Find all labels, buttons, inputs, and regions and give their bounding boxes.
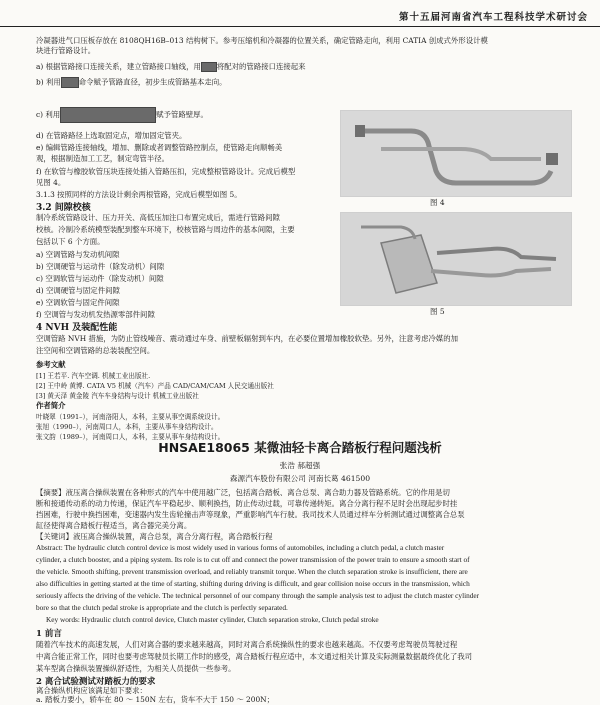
- check-item: f) 空调管与发动机发热源零部件间隙: [36, 310, 155, 319]
- section-heading: 1 前言: [36, 629, 62, 639]
- article-title: HNSAE18065 某微油轻卡离合踏板行程问题浅析: [158, 440, 442, 455]
- body-line: 3.1.3 按照同样的方法设计剩余两根管路，完成后模型如图 5。: [36, 190, 242, 199]
- bio-item: 张文韵（1989–），河南周口人，本科，主要从事车身结构设计。: [36, 433, 225, 441]
- abstract-en: Abstract: The hydraulic clutch control device is most widely used in various forms of automobiles, including a clutch pedal, a clutch master: [36, 543, 445, 552]
- body-line: 见图 4。: [36, 178, 66, 187]
- sweep-tool-icon: [61, 77, 79, 88]
- step-c: c) 利用 赋予管路壁厚。: [36, 107, 208, 123]
- body-line: 注空间和空调管路的总装装配空间。: [36, 346, 155, 355]
- abstract-en: seriously affects the driving of the vehicle. The technical personnel of our company through the sample analysis test to adjust the clutch master cylinder: [36, 591, 480, 600]
- author-names: 张浩 郝超强: [279, 461, 321, 470]
- references-heading: 参考文献: [36, 360, 66, 369]
- body-line: 观，根据制造加工工艺，制定弯管半径。: [36, 154, 170, 163]
- check-item: b) 空调硬管与运动件（除发动机）间隙: [36, 262, 165, 271]
- figure-5-caption: 图 5: [430, 307, 445, 316]
- catia-tool-icon: [201, 62, 217, 72]
- body-line: f) 在软管与橡胶软管压块连接处插入管路压扣，完成整根管路设计。完成后模型: [36, 167, 296, 176]
- step-b: b) 利用 命令赋予管路直径，初步生成管路基本走向。: [36, 77, 227, 87]
- body-line: 块进行管路设计。: [36, 46, 96, 55]
- step-a: a) 根据管路接口连接关系，建立管路接口轴线，用 将配对的管路接口连接起来: [36, 62, 306, 71]
- body-line: 离合操纵机构应该满足如下要求：: [36, 686, 147, 695]
- check-item: d) 空调硬管与固定件间隙: [36, 286, 120, 295]
- check-item: a) 空调管路与发动机间隙: [36, 250, 120, 259]
- body-line: 中离合能正常工作，同时也要考虑驾驶员长期工作时的感受，离合踏板行程应适中，本文通过相关计算及实际测量数据最终优化了我司: [36, 652, 473, 661]
- keywords-en: Key words: Hydraulic clutch control device, Clutch master cylinder, Clutch separation stroke, Clutch pedal stroke: [46, 615, 379, 624]
- author-affiliation: 森源汽车股份有限公司 河南长葛 461500: [229, 474, 371, 483]
- conference-title: 第十五届河南省汽车工程科技学术研讨会: [398, 12, 588, 23]
- reference-item: [2] 王中岭 黄博. CATA V5 机械（汽车）产品 CAD/CAM/CAM 人民交通出版社: [36, 382, 274, 390]
- bio-heading: 作者简介: [36, 401, 66, 410]
- figure-4-caption: 图 4: [430, 198, 445, 207]
- pipe-model-illustration: [341, 111, 571, 196]
- body-line: a. 踏板力要小，轿车在 80 ～ 150N 左右，货车不大于 150 ～ 200N；: [36, 695, 275, 704]
- bio-item: 叶晓翠（1991–），河南洛阳人，本科，主要从事空调系统设计。: [36, 413, 225, 421]
- check-item: e) 空调软管与固定件间隙: [36, 298, 120, 307]
- abstract-cn: 【摘要】液压离合操纵装置在各种形式的汽车中使用越广泛，包括离合踏板、离合总泵、离合助力器及管路系统。它的作用是切: [36, 488, 450, 497]
- abstract-en: the vehicle. Smooth shifting, prevent transmission overload, and reliably transmit torque. When the clutch separation stroke is insufficient, there are: [36, 567, 468, 576]
- check-item: c) 空调软管与运动件（除发动机）间隙: [36, 274, 164, 283]
- body-line: 包括以下 6 个方面。: [36, 237, 105, 246]
- abstract-en: bore so that the clutch pedal stroke is appropriate and the clutch is perfectly separated.: [36, 603, 288, 612]
- running-header: [0, 0, 600, 27]
- keywords-cn: 【关键词】液压离合操纵装置，离合总泵，离合分离行程，离合踏板行程: [36, 532, 273, 541]
- body-line: 制冷系统管路设计、压力开关、高低压加注口布置完成后，需进行管路间隙: [36, 213, 280, 222]
- abstract-cn: 缸径使得离合踏板行程适当，离合器完美分离。: [36, 521, 192, 530]
- body-line: 某车型离合操纵装置操纵舒适性，为相关人员提供一些参考。: [36, 664, 236, 673]
- reference-item: [1] 王若平. 汽车空调. 机械工业出版社.: [36, 372, 151, 380]
- figure-4: [340, 110, 572, 197]
- pipe-assembly-illustration: [341, 213, 571, 305]
- body-line: 随着汽车技术的高速发展，人们对离合器的要求越来越高，同时对离合系统操纵性的要求也越来越高。不仅要考虑驾驶员驾驶过程: [36, 640, 458, 649]
- section-heading: 2 离合试验测试对踏板力的要求: [36, 677, 156, 687]
- section-heading: 3.2 间隙校核: [36, 203, 91, 213]
- body-line: e) 编辑管路连接轴线，增加、删除或者调整管路控制点，使管路走向顺畅美: [36, 143, 283, 152]
- body-line: 空调管路 NVH 措施，为防止管线噪音、震动通过车身、前壁板辐射到车内，在必要位置增加橡胶软垫。另外，注意考虑冷媒的加: [36, 334, 459, 343]
- reference-item: [3] 黄天泽 黄金陵 汽车车身结构与设计 机械工业出版社: [36, 392, 199, 400]
- figure-5: [340, 212, 572, 306]
- section-heading: 4 NVH 及装配性能: [36, 323, 118, 333]
- abstract-en: cylinder, a clutch booster, and a piping system. Its role is to cut off and connect the power transmission of the power train to ensure a smooth start of: [36, 555, 470, 564]
- bio-item: 张旭（1990–），河南周口人，本科，主要从事车身结构设计。: [36, 423, 218, 431]
- catia-toolbar-icon: [60, 107, 156, 123]
- body-line: d) 在管路路径上选取固定点，增加固定管夹。: [36, 131, 187, 140]
- body-line: 校核。冷制冷系统模型装配到整车环境下，校核管路与周边件的基本间隙，主要: [36, 225, 295, 234]
- abstract-cn: 断和接通传动系的动力传递，保证汽车平稳起步、顺利换挡，防止传动过载，可靠传递转矩。离合分离行程不足时会出现起步时挂: [36, 499, 458, 508]
- abstract-en: also difficulties in getting started at the time of starting, shifting during driving is difficult, and gear collision noise occurs in the transmission, which: [36, 579, 470, 588]
- body-line: 冷凝器进气口压板存放在 8108QH16B–013 结构树下。参考压缩机和冷凝器的位置关系，确定管路走向，利用 CATIA 创成式外形设计模: [36, 36, 488, 45]
- abstract-cn: 挡困难，行驶中换挡困难，变速器内发生齿轮撞击声等现象，严重影响汽车行驶。我司技术人员通过样车分析测试通过调整离合总泵: [36, 510, 465, 519]
